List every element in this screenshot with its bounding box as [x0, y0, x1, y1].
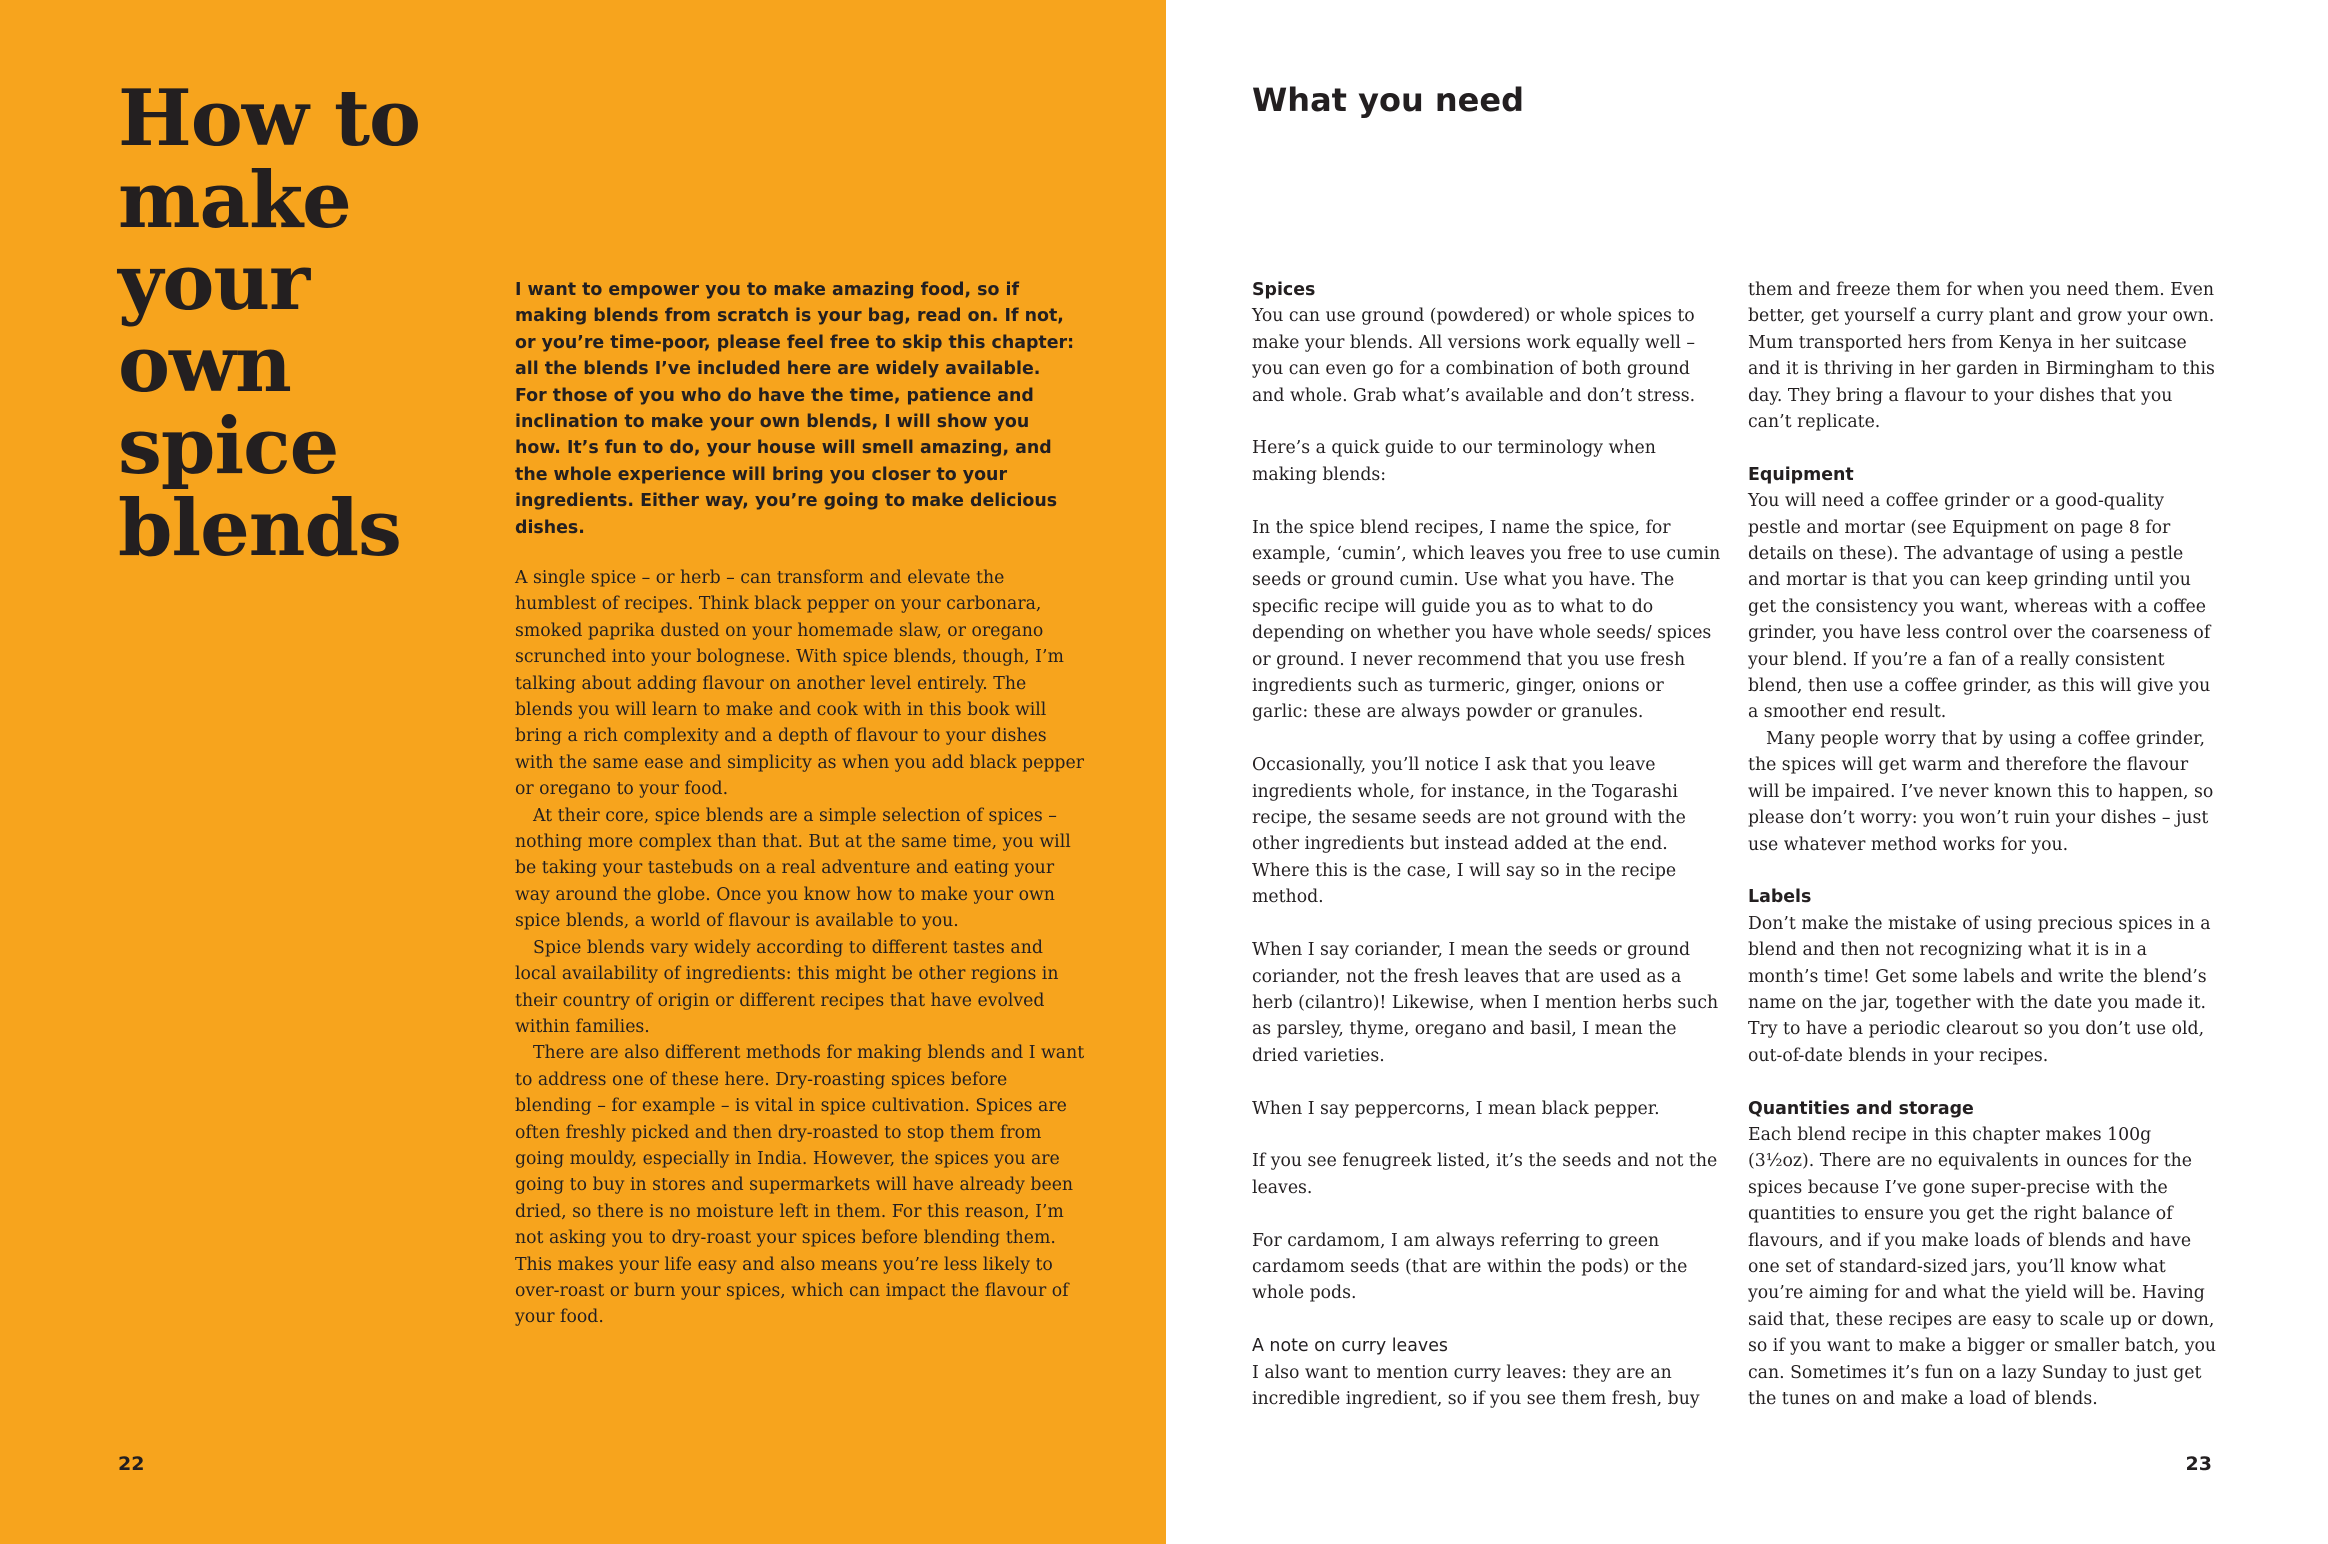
title-line: spice — [118, 401, 339, 492]
equipment-heading: Equipment — [1748, 464, 1854, 485]
title-line: How to — [118, 73, 421, 164]
terminology-intro: Here’s a quick guide to our terminology when making blends: — [1252, 438, 1656, 485]
terminology-item: If you see fenugreek listed, it’s the seeds and not the leaves. — [1252, 1151, 1718, 1198]
labels-heading: Labels — [1748, 887, 1812, 908]
page-number-right: 23 — [2185, 1453, 2212, 1475]
curry-leaves-text: I also want to mention curry leaves: they are an incredible ingredient, so if you see them fresh, buy — [1252, 1362, 1700, 1409]
body-text — [515, 565, 1085, 1331]
terminology-item: When I say coriander, I mean the seeds or ground coriander, not the fresh leaves that are used as a herb (cilantro)! Likewise, when I mention herbs such as parsley, thyme, oregano and basil, I mean the dried varieties. — [1252, 940, 1719, 1066]
body-paragraph: At their core, spice blends are a simple selection of spices – nothing more complex than that. But at the same time, you will be taking your tastebuds on a real adventure and eating your way around the globe. Once you know how to make your own spice blends, a world of flavour is available to you. — [515, 805, 1071, 932]
spices-heading: Spices — [1252, 280, 1316, 300]
title-line: your — [118, 237, 310, 328]
equipment-text: You will need a coffee grinder or a good-quality pestle and mortar (see Equipment on page 8 for details on these). The advantage of using a pestle and mortar is that you can keep grinding until you get the consistency you want, whereas with a coffee grinder, you have less control over the coarseness of your blend. If you’re a fan of a really consistent blend, then use a coffee grinder, as this will give you a smoother end result. — [1748, 491, 2211, 723]
section-heading: What you need — [1252, 81, 1524, 119]
title-line: own — [118, 319, 291, 410]
intro-paragraph: I want to empower you to make amazing food, so if making blends from scratch is your bag, read on. If not, or you’re time-poor, please feel free to skip this chapter: all the blends I’ve included here are widely available. For those of you who do have the time, patience and inclination to make your own blends, I will show you how. It’s fun to do, your house will smell amazing, and the whole experience will bring you closer to your ingredients. Either way, you’re going to make delicious dishes. — [515, 280, 1075, 538]
right-column-2 — [1748, 277, 2218, 1412]
page-number-left: 22 — [118, 1453, 145, 1475]
body-paragraph: A single spice – or herb – can transform and elevate the humblest of recipes. Think black pepper on your carbonara, smoked paprika dusted on your homemade slaw, or oregano scrunched into your bolognese. With spice blends, though, I’m talking about adding flavour on another level entirely. The blends you will learn to make and cook with in this book will bring a rich complexity and a depth of flavour to your dishes with the same ease and simplicity as when you add black pepper or oregano to your food. — [515, 568, 1084, 800]
terminology-item: When I say peppercorns, I mean black pepper. — [1252, 1098, 1660, 1119]
terminology-item: For cardamom, I am always referring to green cardamom seeds (that are within the pods) or the whole pods. — [1252, 1230, 1688, 1304]
right-column-1 — [1252, 277, 1722, 1412]
title-line: make — [118, 155, 351, 246]
terminology-item: Occasionally, you’ll notice I ask that you leave ingredients whole, for instance, in the Togarashi recipe, the sesame seeds are not ground with the other ingredients but instead added at the end. Where this is the case, I will say so in the recipe method. — [1252, 755, 1686, 908]
quantities-heading: Quantities and storage — [1748, 1098, 1974, 1119]
title-line: blends — [118, 483, 401, 574]
curry-leaves-continued: them and freeze them for when you need them. Even better, get yourself a curry plant and grow your own. Mum transported hers from Kenya in her suitcase and it is thriving in her garden in Birmingham to this day. They bring a flavour to your dishes that you can’t replicate. — [1748, 280, 2215, 433]
quantities-text: Each blend recipe in this chapter makes 100g (3½oz). There are no equivalents in ounces for the spices because I’ve gone super-precise with the quantities to ensure you get the right balance of flavours, and if you make loads of blends and have one set of standard-sized jars, you’ll know what you’re aiming for and what the yield will be. Having said that, these recipes are easy to scale up or down, so if you want to make a bigger or smaller batch, you can. Sometimes it’s fun on a lazy Sunday to just get the tunes on and make a load of blends. — [1748, 1124, 2217, 1410]
labels-text: Don’t make the mistake of using precious spices in a blend and then not recognizing what it is in a month’s time! Get some labels and write the blend’s name on the jar, together with the date you made it. Try to have a periodic clearout so you don’t use old, out-of-date blends in your recipes. — [1748, 913, 2211, 1066]
body-paragraph: Spice blends vary widely according to different tastes and local availability of ingredients: this might be other regions in their country of origin or different recipes that have evolved within families. — [515, 937, 1059, 1037]
spices-text: You can use ground (powdered) or whole spices to make your blends. All versions work equally well – you can even go for a combination of both ground and whole. Grab what’s available and don’t stress. — [1252, 306, 1696, 406]
equipment-text-2: Many people worry that by using a coffee grinder, the spices will get warm and therefore the flavour will be impaired. I’ve never known this to happen, so please don’t worry: you won’t ruin your dishes – just use whatever method works for you. — [1748, 728, 2214, 855]
chapter-title — [118, 73, 438, 574]
curry-leaves-heading: A note on curry leaves — [1252, 1336, 1448, 1357]
body-paragraph: There are also different methods for making blends and I want to address one of these here. Dry-roasting spices before blending – for example – is vital in spice cultivation. Spices are often freshly picked and then dry-roasted to stop them from going mouldy, especially in India. However, the spices you are going to buy in stores and supermarkets will have already been dried, so there is no moisture left in them. For this reason, I’m not asking you to dry-roast your spices before blending them. This makes your life easy and also means you’re less likely to over-roast or burn your spices, which can impact the flavour of your food. — [515, 1043, 1085, 1328]
terminology-item: In the spice blend recipes, I name the spice, for example, ‘cumin’, which leaves you free to use cumin seeds or ground cumin. Use what you have. The specific recipe will guide you as to what to do depending on whether you have whole seeds/ spices or ground. I never recommend that you use fresh ingredients such as turmeric, ginger, onions or garlic: these are always powder or granules. — [1252, 517, 1721, 723]
